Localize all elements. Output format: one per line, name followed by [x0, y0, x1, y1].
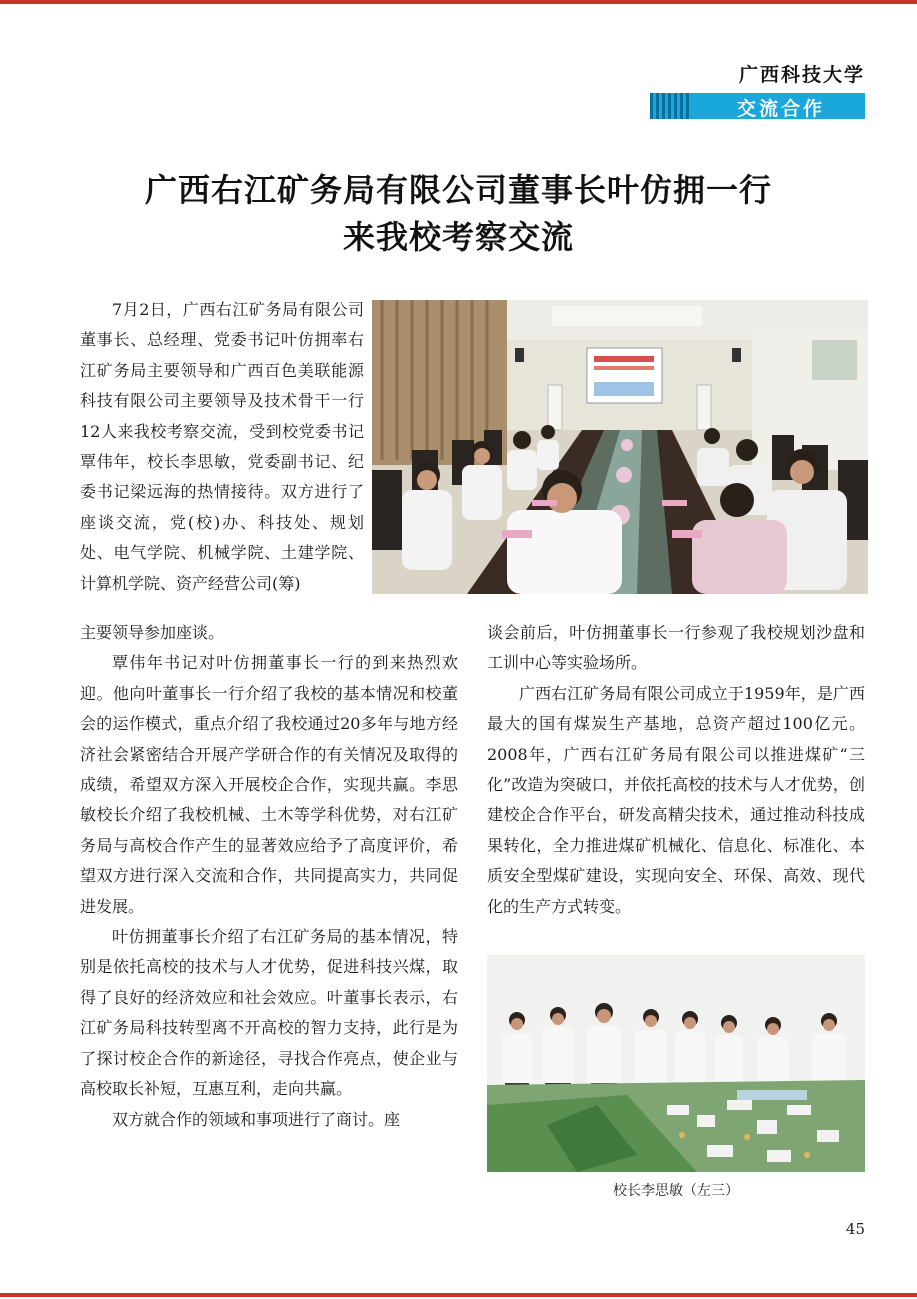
meeting-photo — [372, 300, 868, 594]
school-name: 广西科技大学 — [738, 64, 865, 86]
article-title-line-1: 广西右江矿务局有限公司董事长叶仿拥一行 — [144, 171, 772, 209]
top-rule — [0, 0, 917, 4]
paragraph-1: 7月2日，广西右江矿务局有限公司董事长、总经理、党委书记叶仿拥率右江矿务局主要领导和广西百色美联能源科技有限公司主要领导及技术骨干一行12人来我校考察交流，受到校党委书记覃伟年，校长李思敏，党委副书记、纪委书记梁远海的热情接待。双方进行了座谈交流，党(校)办、科技处、规划处、电气学院、机械学院、土建学院、计算机学院、资产经营公司(筹) — [80, 300, 364, 593]
model-visit-photo-image — [487, 955, 865, 1172]
meeting-photo-image — [372, 300, 868, 594]
photo-caption: 校长李思敏（左三） — [613, 1183, 739, 1199]
paragraph-2: 覃伟年书记对叶仿拥董事长一行的到来热烈欢迎。他向叶董事长一行介绍了我校的基本情况和校董会的运作模式，重点介绍了我校通过20多年与地方经济社会紧密结合开展产学研合作的有关情况及取得的成绩，希望双方深入开展校企合作，实现共赢。李思敏校长介绍了我校机械、土木等学科优势，对右江矿务局与高校合作产生的显著效应给予了高度评价，希望双方进行深入交流和合作，共同提高实力，共同促进发展。 — [80, 653, 458, 916]
band-stripes — [650, 93, 690, 119]
column-1-upper — [80, 295, 364, 599]
paragraph-4-continued: 谈会前后，叶仿拥董事长一行参观了我校规划沙盘和工训中心等实验场所。 — [487, 623, 865, 673]
column-2 — [487, 618, 865, 922]
model-visit-photo — [487, 955, 865, 1172]
section-label: 交流合作 — [736, 98, 825, 120]
bottom-rule — [0, 1293, 917, 1297]
paragraph-5: 广西右江矿务局有限公司成立于1959年，是广西最大的国有煤炭生产基地，总资产超过100亿元。2008年，广西右江矿务局有限公司以推进煤矿“三化”改造为突破口，并依托高校的技术与人才优势，创建校企合作平台，研发高精尖技术，通过推动科技成果转化，全力推进煤矿机械化、信息化、标准化、本质安全型煤矿建设，实现向安全、环保、高效、现代化的生产方式转变。 — [487, 683, 865, 916]
column-1-lower — [80, 618, 458, 1135]
article-title-line-2: 来我校考察交流 — [342, 218, 574, 256]
paragraph-1-tail: 主要领导参加座谈。 — [80, 623, 225, 642]
paragraph-3: 叶仿拥董事长介绍了右江矿务局的基本情况，特别是依托高校的技术与人才优势，促进科技兴煤，取得了良好的经济效应和社会效应。叶董事长表示，右江矿务局科技转型离不开高校的智力支持，此行是为了探讨校企合作的新途径，寻找合作亮点，使企业与高校取长补短，互惠互利，走向共赢。 — [80, 927, 458, 1099]
paragraph-4: 双方就合作的领域和事项进行了商讨。座 — [112, 1109, 401, 1129]
section-band — [650, 93, 865, 119]
page-number: 45 — [845, 1220, 865, 1238]
